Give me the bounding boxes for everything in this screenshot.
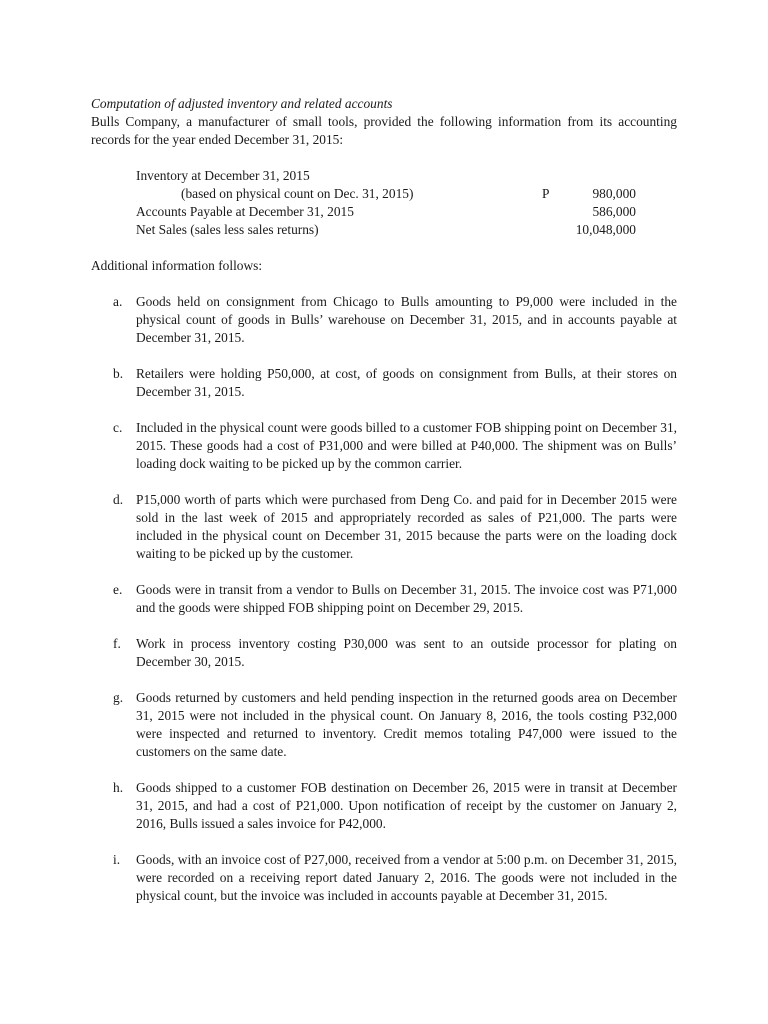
item-letter: d. bbox=[113, 492, 124, 507]
list-item bbox=[91, 581, 677, 617]
list-item bbox=[91, 365, 677, 401]
item-letter: c. bbox=[113, 420, 123, 435]
item-text: Goods, with an invoice cost of P27,000, received from a vendor at 5:00 p.m. on December 31, 2015, were recorded on a receiving report dated January 2, 2016. The goods were not included in the physical count, but the invoice was included in accounts payable at December 31, 2015. bbox=[136, 852, 677, 903]
item-letter: e. bbox=[113, 582, 123, 597]
figure-amount: 586,000 bbox=[592, 204, 636, 219]
item-letter: i. bbox=[113, 852, 121, 867]
item-text: Goods held on consignment from Chicago to Bulls amounting to P9,000 were included in the physical count of goods in Bulls’ warehouse on December 31, 2015, and in accounts payable at December 31, 2015. bbox=[136, 294, 677, 345]
figure-row bbox=[136, 203, 636, 221]
item-text: Work in process inventory costing P30,000 was sent to an outside processor for plating on December 30, 2015. bbox=[136, 636, 677, 669]
item-text: Included in the physical count were goods billed to a customer FOB shipping point on December 31, 2015. These goods had a cost of P31,000 and were billed at P40,000. The shipment was on Bulls’ loading dock waiting to be picked up by the common carrier. bbox=[136, 420, 677, 471]
intro-paragraph: Bulls Company, a manufacturer of small tools, provided the following information from its accounting records for the year ended December 31, 2015: bbox=[91, 114, 677, 147]
figure-amount: 980,000 bbox=[592, 186, 636, 201]
list-item bbox=[91, 689, 677, 761]
item-letter: g. bbox=[113, 690, 124, 705]
information-list bbox=[91, 293, 677, 905]
item-letter: f. bbox=[113, 636, 121, 651]
item-letter: h. bbox=[113, 780, 124, 795]
list-item bbox=[91, 491, 677, 563]
figure-label: Accounts Payable at December 31, 2015 bbox=[136, 204, 354, 219]
item-text: Goods returned by customers and held pending inspection in the returned goods area on December 31, 2015 were not included in the physical count. On January 8, 2016, the tools costing P32,000 were inspected and returned to inventory. Credit memos totaling P47,000 were issued to the customers on the same date. bbox=[136, 690, 677, 759]
figure-label: Inventory at December 31, 2015 bbox=[136, 168, 310, 183]
figure-label: (based on physical count on Dec. 31, 2015) bbox=[181, 186, 414, 201]
figure-row bbox=[136, 221, 636, 239]
item-text: Goods were in transit from a vendor to Bulls on December 31, 2015. The invoice cost was P71,000 and the goods were shipped FOB shipping point on December 29, 2015. bbox=[136, 582, 677, 615]
list-item bbox=[91, 851, 677, 905]
figure-amount: 10,048,000 bbox=[575, 222, 636, 237]
document-page bbox=[91, 95, 677, 923]
item-text: P15,000 worth of parts which were purchased from Deng Co. and paid for in December 2015 were sold in the last week of 2015 and appropriately recorded as sales of P21,000. The parts were included in the physical count on December 31, 2015 because the parts were on the loading dock waiting to be picked up by the customer. bbox=[136, 492, 677, 561]
list-item bbox=[91, 635, 677, 671]
list-item bbox=[91, 419, 677, 473]
figure-currency: P bbox=[542, 186, 550, 201]
additional-info-heading: Additional information follows: bbox=[91, 258, 263, 273]
figure-row bbox=[136, 167, 636, 185]
item-letter: b. bbox=[113, 366, 124, 381]
figures-table bbox=[136, 167, 636, 239]
list-item bbox=[91, 293, 677, 347]
item-letter: a. bbox=[113, 294, 123, 309]
item-text: Goods shipped to a customer FOB destination on December 26, 2015 were in transit at December 31, 2015, and had a cost of P21,000. Upon notification of receipt by the customer on January 2, 2016, Bulls issued a sales invoice for P42,000. bbox=[136, 780, 677, 831]
section-heading: Computation of adjusted inventory and related accounts bbox=[91, 96, 393, 111]
list-item bbox=[91, 779, 677, 833]
figure-row bbox=[136, 185, 636, 203]
figure-label: Net Sales (sales less sales returns) bbox=[136, 222, 319, 237]
item-text: Retailers were holding P50,000, at cost, of goods on consignment from Bulls, at their stores on December 31, 2015. bbox=[136, 366, 677, 399]
